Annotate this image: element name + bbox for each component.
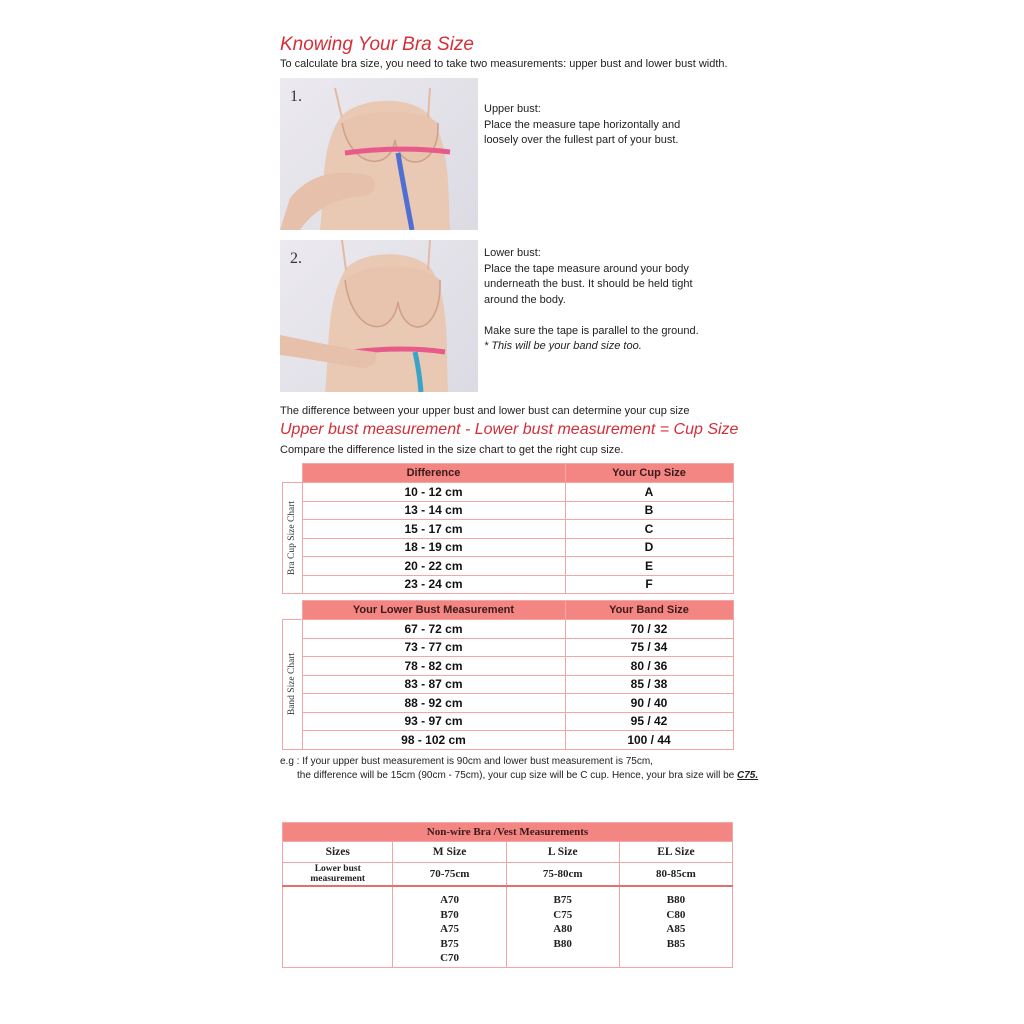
cup-size-formula: Upper bust measurement - Lower bust measurement = Cup Size [280,421,739,438]
table-cell: F [565,575,733,594]
table-cell: 90 / 40 [565,694,733,713]
difference-text: The difference between your upper bust and lower bust can determine your cup size [280,405,690,417]
step-heading: Lower bust: [484,247,541,259]
table-row [283,557,734,576]
step-line: underneath the bust. It should be held tight [484,278,693,290]
cup-size-chart [282,463,734,594]
table-row [283,712,734,731]
size-header: L Size [506,842,619,863]
table-cell: 23 - 24 cm [302,575,565,594]
table-cell: 10 - 12 cm [302,483,565,502]
table-row [283,620,734,639]
table-cell: 18 - 19 cm [302,538,565,557]
intro-text: To calculate bra size, you need to take two measurements: upper bust and lower bust width. [280,58,728,70]
example-result: C75. [737,770,759,781]
table-row [283,520,734,539]
table-cell: 15 - 17 cm [302,520,565,539]
table-row [283,731,734,750]
band-size-chart [282,600,734,750]
lower-bust-photo [280,240,478,392]
table-cell: 95 / 42 [565,712,733,731]
step-line: around the body. [484,293,566,306]
step-line: loosely over the fullest part of your bust. [484,134,679,146]
table-row [283,638,734,657]
range-cell: 75-80cm [506,863,619,887]
table-cell: 73 - 77 cm [302,638,565,657]
step-note: Make sure the tape is parallel to the ground. [484,324,699,337]
size-header: EL Size [619,842,732,863]
table-cell: D [565,538,733,557]
step-heading: Upper bust: [484,103,541,115]
step-line: Place the tape measure around your body [484,262,689,275]
table-cell: A [565,483,733,502]
table-cell: 98 - 102 cm [302,731,565,750]
example-text: the difference will be 15cm (90cm - 75cm), your cup size will be C cup. Hence, your bra size will be [297,770,737,781]
range-cell: 70-75cm [393,863,506,887]
step-number: 2. [290,250,302,267]
range-cell: 80-85cm [619,863,732,887]
sizes-label: Sizes [283,842,393,863]
size-codes: A70 B70 A75 B75 C70 [393,886,506,968]
upper-bust-illustration [280,78,478,230]
table-cell: 70 / 32 [565,620,733,639]
example-line-1: e.g : If your upper bust measurement is 90cm and lower bust measurement is 75cm, [280,756,653,767]
upper-bust-instructions [484,102,680,149]
upper-bust-photo [280,78,478,230]
table-row [283,863,733,887]
table-cell: 75 / 34 [565,638,733,657]
table-cell: 85 / 38 [565,675,733,694]
column-header: Difference [302,464,565,483]
table-cell: 100 / 44 [565,731,733,750]
table-cell: 83 - 87 cm [302,675,565,694]
lower-bust-label: Lower bust measurement [283,863,393,887]
table-cell: C [565,520,733,539]
column-header: Your Lower Bust Measurement [302,601,565,620]
size-header: M Size [393,842,506,863]
lower-bust-illustration [280,240,478,392]
page-title: Knowing Your Bra Size [280,34,474,55]
table-cell: 67 - 72 cm [302,620,565,639]
column-header: Your Band Size [565,601,733,620]
table-row [283,501,734,520]
table-cell: 78 - 82 cm [302,657,565,676]
step-number: 1. [290,88,302,105]
table-row [283,483,734,502]
example-line-2 [297,770,758,781]
table-row [283,842,733,863]
table-row [283,886,733,968]
table-cell: 88 - 92 cm [302,694,565,713]
table-cell: 20 - 22 cm [302,557,565,576]
table-row [283,657,734,676]
table-row [283,675,734,694]
table-row [283,694,734,713]
table-cell: 13 - 14 cm [302,501,565,520]
table-cell: E [565,557,733,576]
side-label: Bra Cup Size Chart [283,483,303,594]
compare-text: Compare the difference listed in the size chart to get the right cup size. [280,444,624,456]
table-cell: 93 - 97 cm [302,712,565,731]
table-row [283,575,734,594]
step-note-italic: * This will be your band size too. [484,340,642,352]
lower-bust-instructions [484,246,699,355]
column-header: Your Cup Size [565,464,733,483]
nonwire-measurement-table [282,822,733,968]
side-label: Band Size Chart [283,620,303,750]
nonwire-title: Non-wire Bra /Vest Measurements [283,823,733,842]
size-codes: B75 C75 A80 B80 [506,886,619,968]
table-cell: B [565,501,733,520]
size-codes: B80 C80 A85 B85 [619,886,732,968]
step-line: Place the measure tape horizontally and [484,118,681,131]
table-cell: 80 / 36 [565,657,733,676]
table-row [283,538,734,557]
